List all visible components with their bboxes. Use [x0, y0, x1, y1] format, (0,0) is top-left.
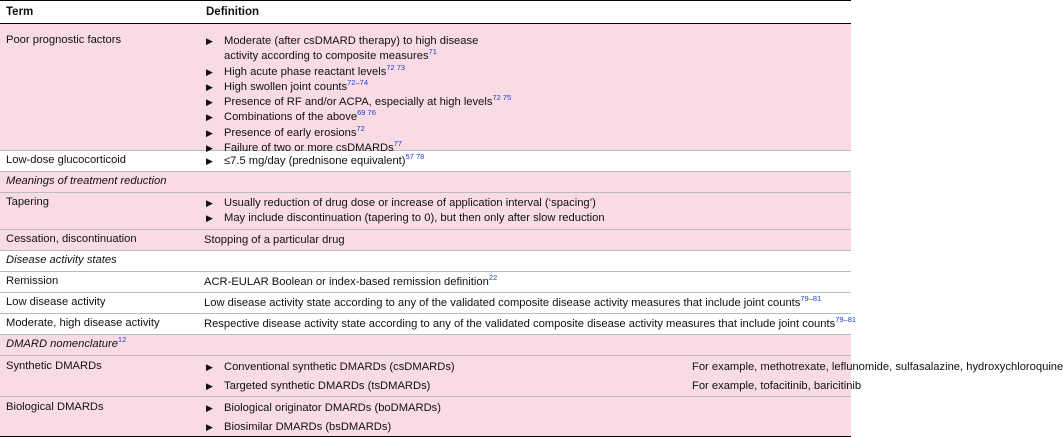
row-remission	[0, 272, 851, 293]
reference-link[interactable]: 71	[428, 47, 437, 57]
definition-cell	[204, 296, 847, 311]
term-cell: Poor prognostic factors	[6, 34, 122, 46]
reference-link[interactable]: 72	[356, 123, 365, 133]
bullet-text: Biosimilar DMARDs (bsDMARDs)	[224, 421, 392, 433]
reference-link[interactable]: 12	[117, 335, 127, 344]
bullet-text: ≤7.5 mg/day (prednisone equivalent)	[224, 155, 406, 167]
definition-cell	[204, 275, 847, 290]
bullet-text: High acute phase reactant levels	[224, 65, 387, 78]
reference-link[interactable]: 79–81	[800, 294, 822, 303]
bullet-text: Combinations of the above	[224, 111, 358, 124]
bullet-text: Moderate (after csDMARD therapy) to high disease	[224, 35, 479, 47]
bullet-icon: ▶	[206, 112, 213, 123]
term-cell: Cessation, discontinuation	[6, 233, 137, 245]
bullet-icon: ▶	[206, 127, 213, 138]
row-synthetic-dmards	[0, 356, 1063, 397]
bullet-text: Usually reduction of drug dose or increase of application interval (‘spacing’)	[224, 197, 596, 209]
reference-link[interactable]: 77	[393, 139, 403, 149]
bullet-icon: ▶	[206, 362, 213, 372]
definition-cell	[204, 34, 847, 156]
bullet-icon: ▶	[206, 156, 213, 166]
bullet-icon: ▶	[206, 97, 213, 108]
definition-text: Respective disease activity state according to any of the validated composite disease activity measures that include joint counts	[204, 318, 836, 330]
list-item	[204, 211, 847, 226]
reference-link[interactable]: 22	[488, 273, 498, 282]
row-cessation	[0, 230, 851, 251]
bullet-icon: ▶	[206, 81, 213, 92]
definition-cell	[204, 360, 1063, 394]
bullet-icon: ▶	[206, 381, 213, 391]
bullet-text: Presence of RF and/or ACPA, especially at high levels	[224, 96, 493, 109]
bullet-icon: ▶	[206, 143, 213, 154]
reference-link[interactable]: 57 78	[405, 152, 425, 161]
example-text: For example, methotrexate, leflunomide, sulfasalazine, hydroxychloroquine	[692, 361, 1063, 373]
term-cell: Low-dose glucocorticoid	[6, 154, 127, 166]
list-item	[204, 401, 847, 420]
row-tapering	[0, 193, 851, 230]
list-item	[204, 34, 847, 65]
definition-cell	[204, 154, 847, 169]
term-cell: Biological DMARDs	[6, 401, 104, 413]
bullet-text: Presence of early erosions	[224, 126, 357, 139]
section-row-dmard-nomenclature	[0, 335, 851, 356]
definition-text: ACR-EULAR Boolean or index-based remission definition	[204, 276, 489, 288]
list-item	[204, 77, 847, 95]
section-row-treatment-reduction	[0, 172, 851, 193]
bullet-text: Targeted synthetic DMARDs (tsDMARDs)	[224, 380, 431, 392]
reference-link[interactable]: 79–81	[835, 315, 857, 324]
section-row-disease-activity-states	[0, 251, 851, 272]
bullet-text-cont: activity according to composite measures	[224, 50, 429, 63]
bullet-icon: ▶	[206, 422, 213, 432]
list-item	[204, 154, 847, 169]
list-item	[204, 360, 1063, 379]
term-cell: Remission	[6, 275, 59, 287]
bullet-icon: ▶	[206, 36, 213, 46]
list-item	[204, 196, 847, 211]
row-low-disease-activity	[0, 293, 851, 314]
reference-link[interactable]: 72 73	[386, 62, 406, 72]
bullet-text: Conventional synthetic DMARDs (csDMARDs)	[224, 361, 455, 373]
term-cell: Low disease activity	[6, 296, 106, 308]
row-moderate-high-disease-activity	[0, 314, 857, 335]
header-term: Term	[6, 6, 34, 18]
reference-link[interactable]: 72–74	[347, 77, 368, 87]
row-low-dose-glucocorticoid	[0, 151, 851, 172]
definition-text: Low disease activity state according to any of the validated composite disease activity measures that include joint counts	[204, 297, 801, 309]
list-item	[204, 123, 847, 141]
definition-cell	[204, 196, 847, 227]
reference-link[interactable]: 72 75	[492, 93, 512, 103]
bullet-icon: ▶	[206, 403, 213, 413]
definition-cell: Stopping of a particular drug	[204, 234, 345, 246]
section-heading: Meanings of treatment reduction	[6, 175, 167, 187]
list-item	[204, 379, 862, 394]
header-definition: Definition	[206, 6, 260, 18]
list-item	[204, 420, 847, 435]
section-heading: Disease activity states	[6, 254, 117, 266]
bullet-text: Failure of two or more csDMARDs	[224, 142, 394, 155]
bullet-icon: ▶	[206, 66, 213, 77]
term-cell: Tapering	[6, 196, 49, 208]
bullet-text: High swollen joint counts	[224, 80, 348, 93]
list-item	[204, 110, 847, 125]
definition-cell	[204, 315, 857, 332]
reference-link[interactable]: 69 76	[357, 108, 376, 118]
table-header	[0, 0, 851, 24]
row-poor-prognostic-factors	[0, 24, 851, 155]
bullet-icon: ▶	[206, 198, 213, 208]
row-biological-dmards	[0, 397, 851, 437]
term-cell: Moderate, high disease activity	[6, 317, 160, 329]
bullet-icon: ▶	[206, 213, 213, 224]
example-text: For example, tofacitinib, baricitinib	[692, 380, 862, 392]
bullet-text: Biological originator DMARDs (boDMARDs)	[224, 402, 441, 414]
definition-cell	[204, 401, 847, 435]
list-item	[204, 95, 847, 110]
term-cell: Synthetic DMARDs	[6, 360, 102, 372]
list-item	[204, 62, 847, 80]
bullet-text: May include discontinuation (tapering to 0), but then only after slow reduction	[224, 212, 605, 225]
section-heading: DMARD nomenclature$^{12}$	[6, 335, 127, 350]
